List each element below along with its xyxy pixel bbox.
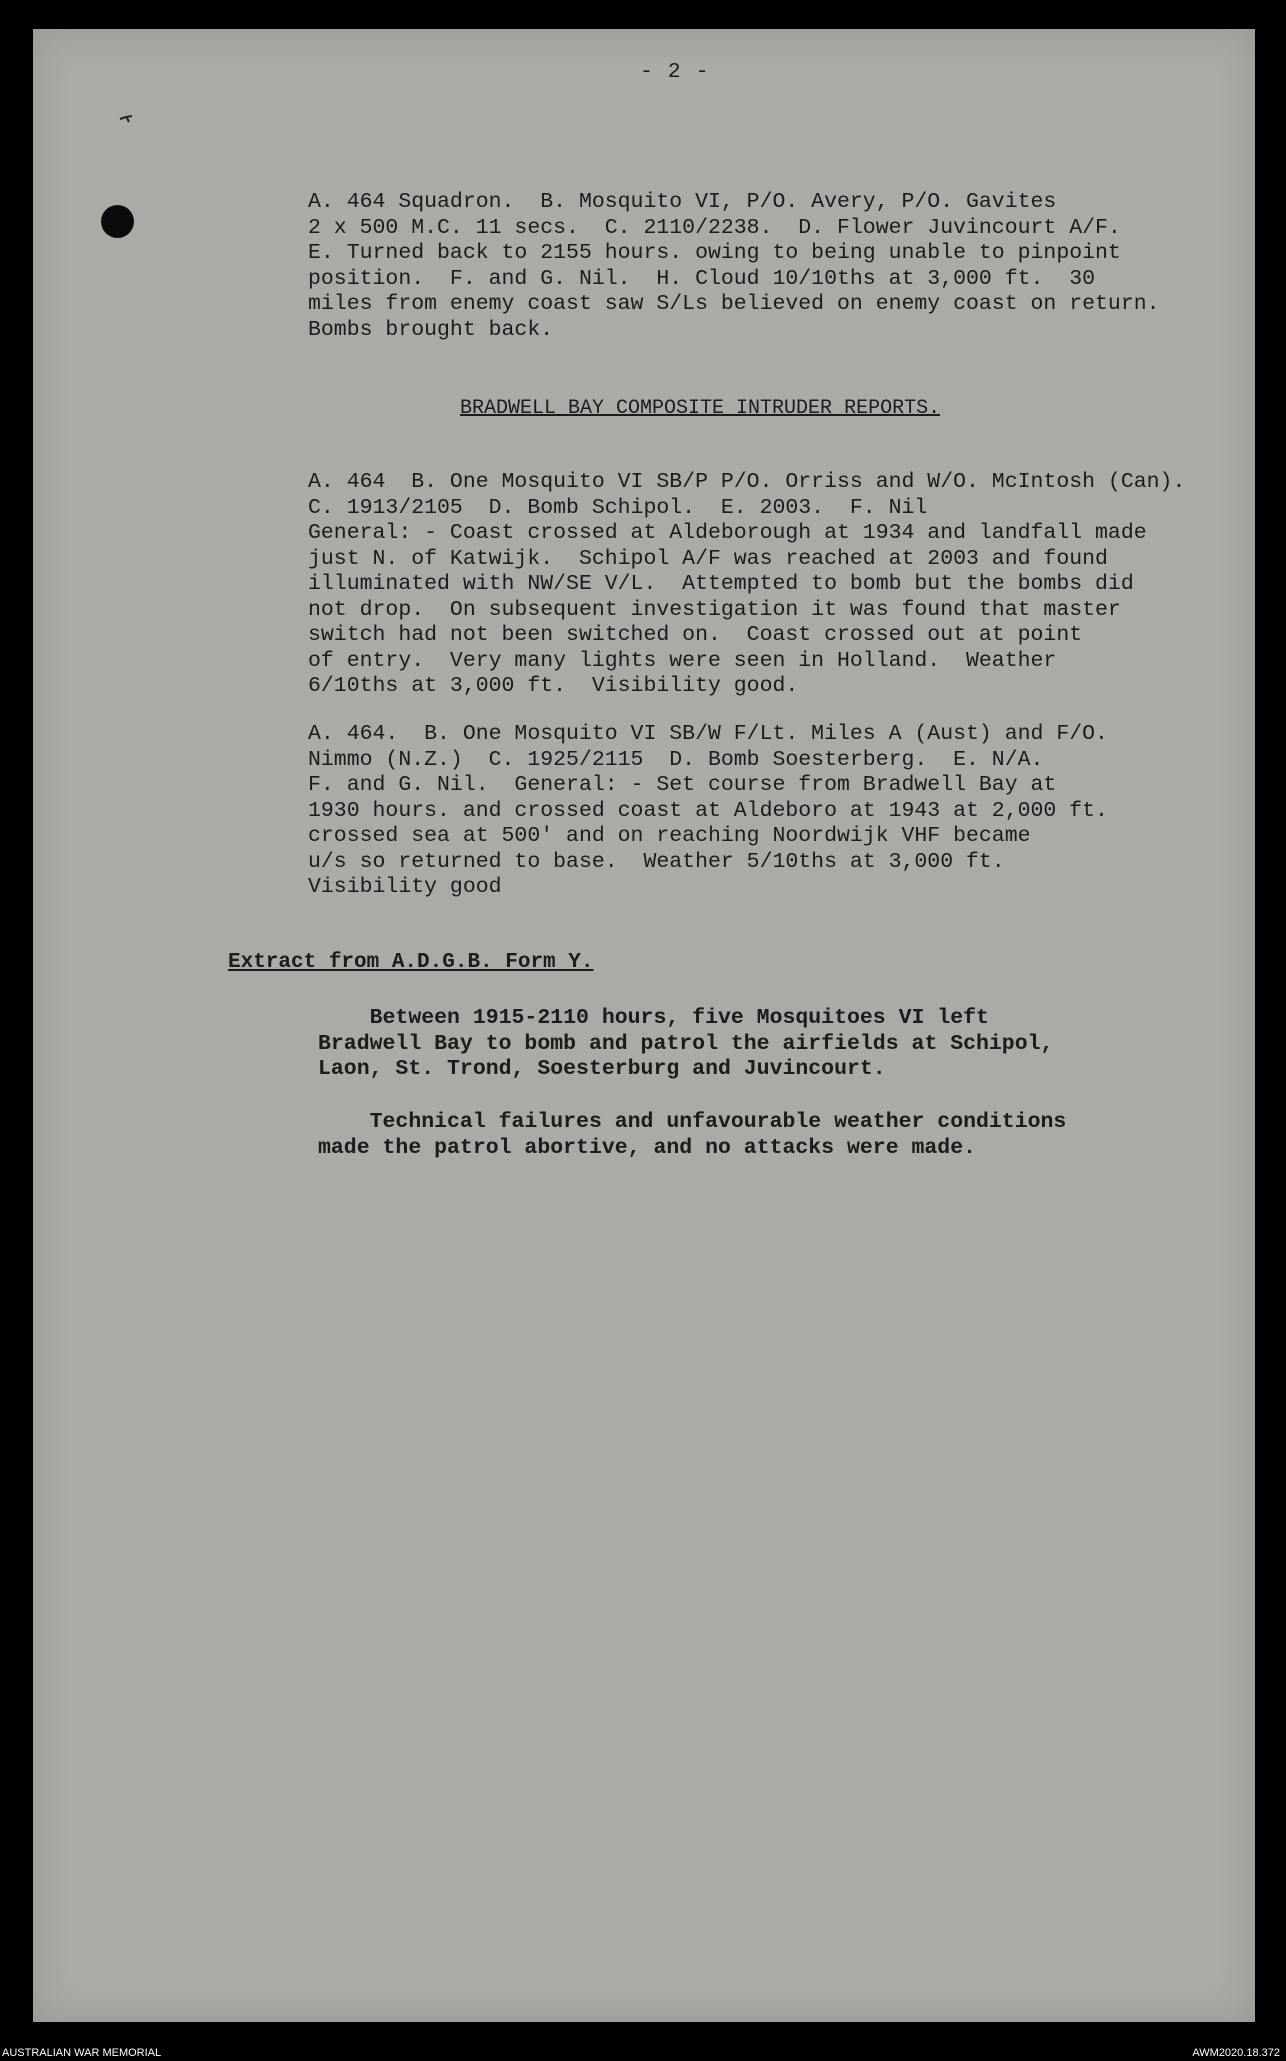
text-line: A. 464. B. One Mosquito VI SB/W F/Lt. Miles A (Aust) and F/O. [308, 722, 1108, 746]
text-line: A. 464 Squadron. B. Mosquito VI, P/O. Avery, P/O. Gavites [308, 190, 1057, 214]
text-line: 6/10ths at 3,000 ft. Visibility good. [308, 674, 799, 698]
text-line: Laon, St. Trond, Soesterburg and Juvincourt. [318, 1057, 886, 1081]
text-line: A. 464 B. One Mosquito VI SB/P P/O. Orriss and W/O. McIntosh (Can). [308, 470, 1186, 494]
punch-hole [101, 205, 134, 238]
squadron-report-paragraph [308, 190, 1160, 343]
extract-paragraph [318, 1006, 1053, 1083]
text-line: Nimmo (N.Z.) C. 1925/2115 D. Bomb Soesterberg. E. N/A. [308, 747, 1044, 772]
footer-credit: AUSTRALIAN WAR MEMORIAL [2, 2047, 162, 2059]
text-line: crossed sea at 500' and on reaching Noordwijk VHF became [308, 824, 1031, 848]
text-line: position. F. and G. Nil. H. Cloud 10/10ths at 3,000 ft. 30 [308, 266, 1096, 291]
text-line: Between 1915-2110 hours, five Mosquitoes VI left [318, 1006, 989, 1030]
text-line: E. Turned back to 2155 hours. owing to being unable to pinpoint [308, 241, 1121, 265]
text-line: General: - Coast crossed at Aldeborough at 1934 and landfall made [308, 521, 1147, 545]
extract-paragraph [318, 1110, 1066, 1161]
text-line: Bombs brought back. [308, 317, 554, 342]
intruder-report-paragraph [308, 470, 1185, 700]
footer-accession-number: AWM2020.18.372 [1192, 2047, 1280, 2059]
text-line: made the patrol abortive, and no attacks were made. [318, 1135, 977, 1160]
text-line: F. and G. Nil. General: - Set course from Bradwell Bay at [308, 773, 1057, 797]
text-line: C. 1913/2105 D. Bomb Schipol. E. 2003. F. Nil [308, 495, 928, 520]
text-line: 1930 hours. and crossed coast at Aldeboro at 1943 at 2,000 ft. [308, 798, 1108, 823]
text-line: Bradwell Bay to bomb and patrol the airfields at Schipol, [318, 1031, 1054, 1056]
text-line: switch had not been switched on. Coast crossed out at point [308, 623, 1083, 647]
text-line: not drop. On subsequent investigation it was found that master [308, 597, 1121, 622]
extract-heading: Extract from A.D.G.B. Form Y. [228, 951, 594, 974]
text-line: Technical failures and unfavourable weather conditions [318, 1110, 1067, 1134]
text-line: 2 x 500 M.C. 11 secs. C. 2110/2238. D. Flower Juvincourt A/F. [308, 215, 1121, 240]
text-line: of entry. Very many lights were seen in Holland. Weather [308, 648, 1057, 673]
text-line: u/s so returned to base. Weather 5/10ths at 3,000 ft. [308, 849, 1005, 874]
text-line: miles from enemy coast saw S/Ls believed on enemy coast on return. [308, 292, 1160, 316]
text-line: illuminated with NW/SE V/L. Attempted to bomb but the bombs did [308, 572, 1134, 596]
text-line: just N. of Katwijk. Schipol A/F was reached at 2003 and found [308, 546, 1108, 571]
ink-mark [119, 114, 135, 124]
text-line: Visibility good [308, 875, 502, 899]
section-heading: BRADWELL BAY COMPOSITE INTRUDER REPORTS. [460, 397, 941, 420]
page-number: - 2 - [640, 60, 710, 84]
intruder-report-paragraph [308, 722, 1108, 901]
